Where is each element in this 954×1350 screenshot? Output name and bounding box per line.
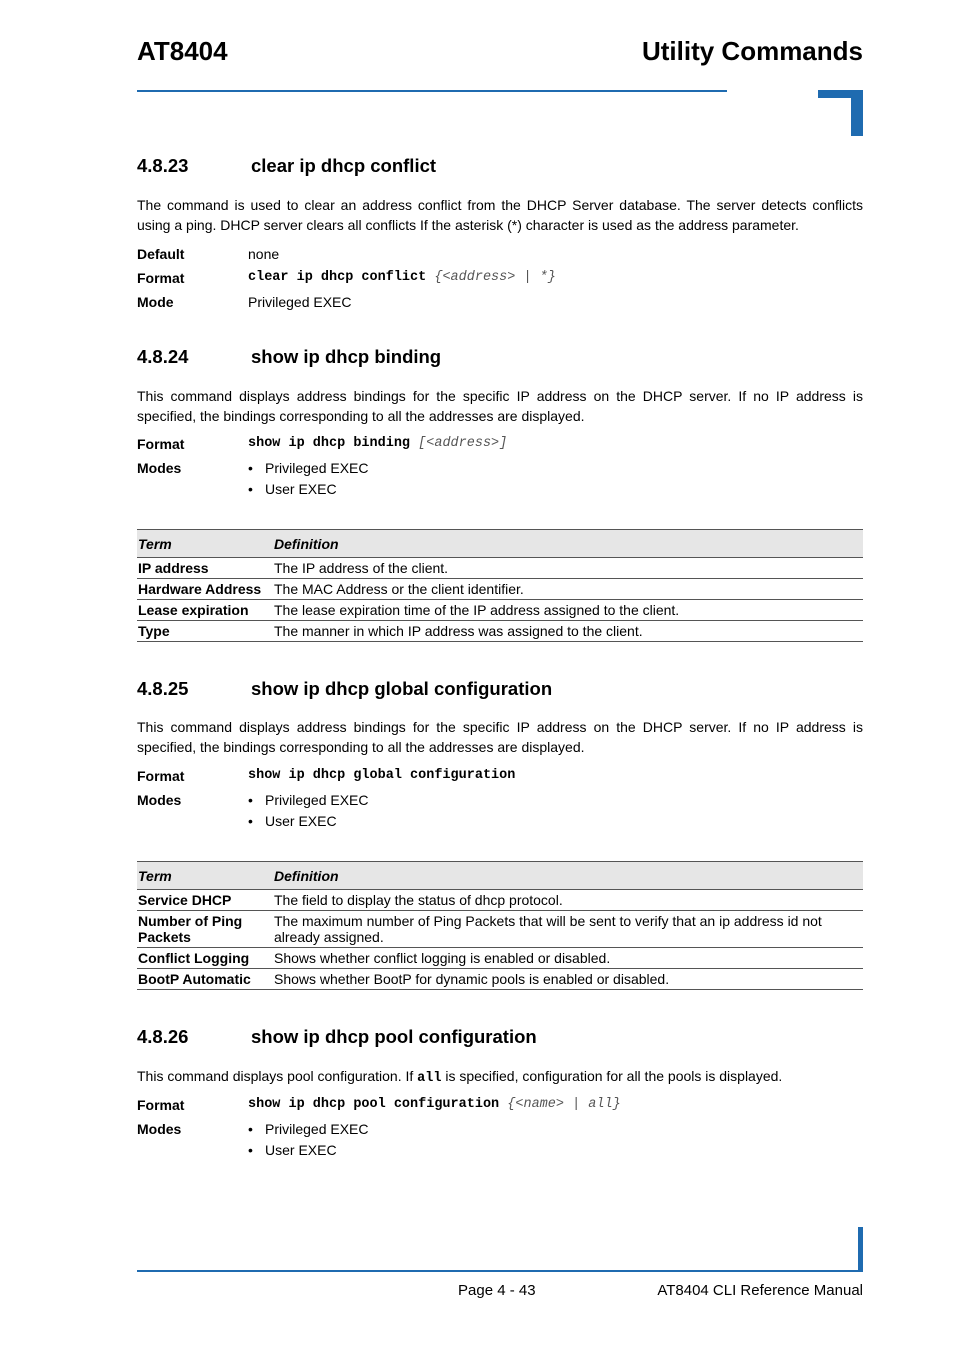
- page-number: Page 4 - 43: [458, 1282, 536, 1299]
- table-row: BootP Automatic Shows whether BootP for dynamic pools is enabled or disabled.: [137, 969, 863, 990]
- command-syntax: clear ip dhcp conflict {<address> | *}: [248, 270, 556, 285]
- section-description: This command displays address bindings for the specific IP address on the DHCP server. If no IP address is specified, the bindings corresponding to all the addresses are displayed.: [137, 719, 863, 755]
- header-doc-id: AT8404: [137, 36, 228, 66]
- section-heading-4-8-25: 4.8.25 show ip dhcp global configuration: [137, 678, 553, 699]
- table-row: IP address The IP address of the client.: [137, 558, 863, 579]
- header-rule: [137, 90, 727, 92]
- header-chapter-title: Utility Commands: [641, 36, 863, 66]
- section-description: This command displays address bindings for the specific IP address on the DHCP server. If no IP address is specified, the bindings corresponding to all the addresses are displayed.: [137, 388, 863, 424]
- list-item: • Privileged EXEC: [248, 1121, 369, 1137]
- table-header-definition: Definition: [273, 862, 863, 890]
- list-item: • Privileged EXEC: [248, 792, 369, 808]
- table-row: Hardware Address The MAC Address or the client identifier.: [137, 579, 863, 600]
- command-syntax: show ip dhcp global configuration: [248, 768, 516, 783]
- list-item: • User EXEC: [248, 481, 337, 497]
- footer-corner-mark: [858, 1227, 863, 1272]
- list-item: • User EXEC: [248, 813, 337, 829]
- section-heading-4-8-24: 4.8.24 show ip dhcp binding: [137, 346, 442, 367]
- table-header-term: Term: [137, 530, 273, 558]
- binding-term-table: [137, 529, 863, 642]
- table-row: Number of Ping Packets The maximum number of Ping Packets that will be sent to verify that an ip address id not already assigned.: [137, 911, 863, 948]
- table-header-term: Term: [137, 862, 273, 890]
- footer-rule: [137, 1270, 863, 1272]
- manual-title: AT8404 CLI Reference Manual: [657, 1282, 863, 1299]
- table-row: Service DHCP The field to display the status of dhcp protocol.: [137, 890, 863, 911]
- section-heading-4-8-23: 4.8.23 clear ip dhcp conflict: [137, 155, 437, 176]
- command-syntax: show ip dhcp binding [<address>]: [248, 436, 508, 451]
- section-description: The command is used to clear an address conflict from the DHCP Server database. The server detects conflicts using a ping. DHCP server clears all conflicts If the asterisk (*) character is used as the address parameter.: [137, 197, 863, 233]
- command-syntax: show ip dhcp pool configuration {<name> | all}: [248, 1097, 621, 1112]
- list-item: • User EXEC: [248, 1142, 337, 1158]
- table-row: Type The manner in which IP address was assigned to the client.: [137, 621, 863, 642]
- header-corner-mark-vertical: [851, 90, 863, 136]
- section-heading-4-8-26: 4.8.26 show ip dhcp pool configuration: [137, 1026, 537, 1047]
- section-description: This command displays pool configuration. If all is specified, configuration for all the pools is displayed.: [137, 1068, 783, 1086]
- table-row: Conflict Logging Shows whether conflict logging is enabled or disabled.: [137, 948, 863, 969]
- list-item: • Privileged EXEC: [248, 460, 369, 476]
- global-config-term-table: [137, 861, 863, 990]
- table-row: Lease expiration The lease expiration time of the IP address assigned to the client.: [137, 600, 863, 621]
- table-header-definition: Definition: [273, 530, 863, 558]
